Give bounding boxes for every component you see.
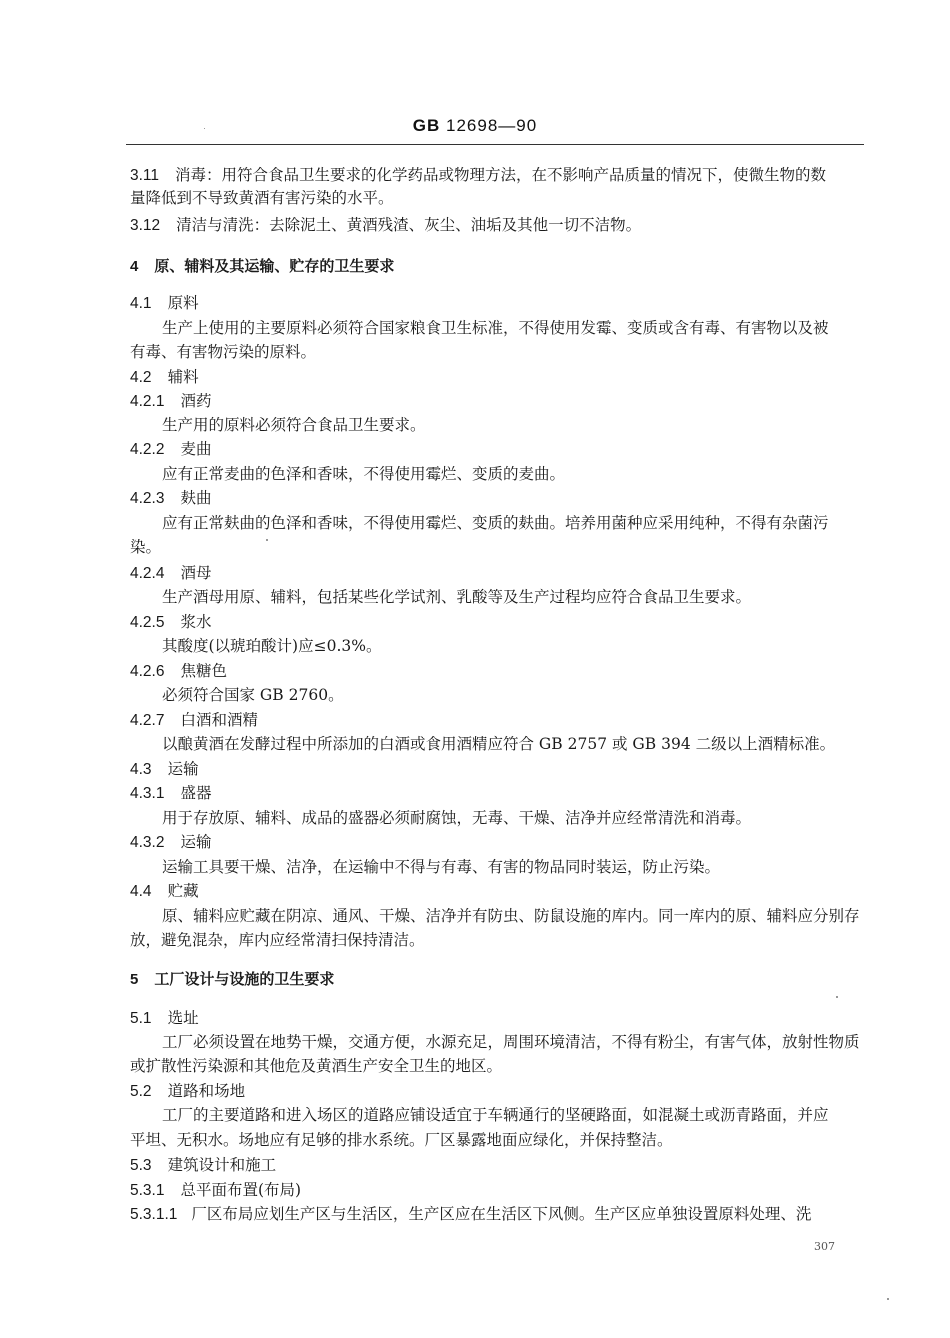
paragraph-line	[162, 857, 720, 877]
section-line	[130, 1180, 301, 1201]
section-number: 5.3	[130, 1157, 152, 1174]
line-text: 选址	[167, 1009, 199, 1027]
section-line	[130, 439, 212, 460]
section-line	[130, 1008, 199, 1029]
line-text: 原料	[167, 294, 199, 312]
line-text: 盛器	[180, 784, 212, 802]
section-line	[130, 1155, 276, 1176]
line-text: 建筑设计和施工	[167, 1156, 277, 1174]
line-text: 消毒：用符合食品卫生要求的化学药品或物理方法，在不影响产品质量的情况下，使微生物的数	[175, 166, 827, 184]
section-number: 4.1	[130, 295, 152, 312]
line-text: 生产上使用的主要原料必须符合国家粮食卫生标准，不得使用发霉、变质或含有毒、有害物以及被	[162, 319, 829, 337]
line-text: 道路和场地	[167, 1082, 246, 1100]
line-text: 运输	[180, 833, 212, 851]
header-rule	[126, 144, 864, 145]
section-line	[130, 969, 334, 990]
section-line	[130, 661, 227, 682]
page-number: 307	[814, 1240, 835, 1253]
line-text: 浆水	[180, 613, 212, 631]
line-text: 生产用的原料必须符合食品卫生要求。	[162, 416, 426, 434]
scan-speck	[204, 128, 205, 129]
section-line	[130, 293, 199, 314]
section-line	[130, 783, 212, 804]
paragraph-line	[162, 318, 829, 338]
section-line	[130, 710, 258, 731]
section-number: 5.3.1.1	[130, 1206, 178, 1223]
section-number: 4.2.2	[130, 441, 165, 458]
line-text: 酒母	[180, 564, 212, 582]
section-number: 3.11	[130, 167, 160, 184]
line-text: 生产酒母用原、辅料，包括某些化学试剂、乳酸等及生产过程均应符合食品卫生要求。	[162, 588, 752, 606]
line-text: 应有正常麦曲的色泽和香味，不得使用霉烂、变质的麦曲。	[162, 465, 566, 483]
section-number: 4.3.2	[130, 834, 165, 851]
standard-prefix: GB	[412, 116, 441, 135]
line-text: 用于存放原、辅料、成品的盛器必须耐腐蚀，无毒、干燥、洁净并应经常清洗和消毒。	[162, 809, 752, 827]
line-text: 量降低到不导致黄酒有害污染的水平。	[130, 189, 394, 207]
paragraph-line	[130, 930, 425, 950]
paragraph-line	[130, 537, 161, 557]
section-number: 4.3.1	[130, 785, 165, 802]
section-number: 4.4	[130, 883, 152, 900]
section-number: 4	[130, 258, 139, 275]
paragraph-line	[162, 1032, 860, 1052]
line-text: 必须符合国家 GB 2760。	[162, 686, 344, 704]
line-text: 清洁与清洗：去除泥土、黄酒残渣、灰尘、油垢及其他一切不洁物。	[176, 216, 642, 234]
paragraph-line	[162, 587, 751, 607]
scan-speck	[266, 539, 268, 541]
scan-speck	[887, 1298, 889, 1300]
line-text: 有毒、有害物污染的原料。	[130, 343, 317, 361]
line-text: 应有正常麸曲的色泽和香味，不得使用霉烂、变质的麸曲。培养用菌种应采用纯种，不得有杂菌污	[162, 514, 829, 532]
section-number: 5.3.1	[130, 1182, 165, 1199]
paragraph-line	[130, 342, 316, 362]
paragraph-line	[162, 513, 829, 533]
section-line	[130, 165, 826, 186]
paragraph-line	[162, 415, 426, 435]
line-text: 厂区布局应划生产区与生活区，生产区应在生活区下风侧。生产区应单独设置原料处理、洗	[191, 1205, 812, 1223]
section-number: 4.2	[130, 369, 152, 386]
section-line	[130, 1204, 811, 1225]
line-text: 或扩散性污染源和其他危及黄酒生产安全卫生的地区。	[130, 1057, 503, 1075]
paragraph-line	[162, 1105, 829, 1125]
standard-header	[0, 116, 950, 136]
paragraph-line	[130, 1130, 673, 1150]
section-line	[130, 391, 212, 412]
paragraph-line	[162, 906, 860, 926]
line-text: 原、辅料应贮藏在阴凉、通风、干燥、洁净并有防虫、防鼠设施的库内。同一库内的原、辅料应分别存	[162, 907, 860, 925]
section-line	[130, 832, 212, 853]
section-line	[130, 759, 199, 780]
section-line	[130, 367, 199, 388]
line-text: 辅料	[167, 368, 199, 386]
paragraph-line	[162, 464, 565, 484]
section-number: 4.2.3	[130, 490, 165, 507]
line-text: 运输	[167, 760, 199, 778]
section-number: 4.2.1	[130, 393, 165, 410]
line-text: 原、辅料及其运输、贮存的卫生要求	[154, 257, 395, 275]
line-text: 白酒和酒精	[180, 711, 258, 729]
section-line	[130, 881, 199, 902]
section-number: 5.2	[130, 1083, 152, 1100]
section-line	[130, 215, 641, 236]
scan-speck	[836, 996, 838, 998]
paragraph-line	[162, 734, 835, 754]
paragraph-line	[162, 808, 751, 828]
section-line	[130, 488, 212, 509]
section-number: 4.2.6	[130, 663, 165, 680]
paragraph-line	[130, 1056, 502, 1076]
section-number: 4.2.4	[130, 565, 165, 582]
line-text: 运输工具要干燥、洁净，在运输中不得与有毒、有害的物品同时装运，防止污染。	[162, 858, 721, 876]
section-number: 3.12	[130, 217, 161, 234]
line-text: 工厂的主要道路和进入场区的道路应铺设适宜于车辆通行的坚硬路面，如混凝土或沥青路面，并应	[162, 1106, 829, 1124]
section-number: 4.3	[130, 761, 152, 778]
line-text: 染。	[130, 538, 162, 556]
line-text: 以酿黄酒在发酵过程中所添加的白酒或食用酒精应符合 GB 2757 或 GB 394 二级以上酒精标准。	[162, 735, 836, 753]
line-text: 平坦、无积水。场地应有足够的排水系统。厂区暴露地面应绿化，并保持整洁。	[130, 1131, 673, 1149]
paragraph-line	[162, 685, 344, 705]
line-text: 酒药	[180, 392, 212, 410]
paragraph-line	[162, 636, 381, 656]
section-line	[130, 563, 212, 584]
line-text: 工厂必须设置在地势干燥，交通方便，水源充足，周围环境清洁，不得有粉尘，有害气体，放射性物质	[162, 1033, 860, 1051]
line-text: 放，避免混杂，库内应经常清扫保持清洁。	[130, 931, 425, 949]
line-text: 工厂设计与设施的卫生要求	[154, 970, 335, 988]
paragraph-line	[130, 188, 394, 208]
line-text: 麸曲	[180, 489, 212, 507]
section-line	[130, 256, 394, 277]
section-line	[130, 612, 212, 633]
standard-number: 12698—90	[446, 116, 538, 135]
line-text: 其酸度(以琥珀酸计)应≤0.3%。	[162, 637, 382, 655]
section-number: 5	[130, 971, 139, 988]
line-text: 总平面布置(布局)	[180, 1181, 302, 1199]
section-line	[130, 1081, 245, 1102]
line-text: 贮藏	[167, 882, 199, 900]
section-number: 4.2.7	[130, 712, 165, 729]
line-text: 麦曲	[180, 440, 212, 458]
line-text: 焦糖色	[180, 662, 227, 680]
section-number: 4.2.5	[130, 614, 165, 631]
section-number: 5.1	[130, 1010, 152, 1027]
